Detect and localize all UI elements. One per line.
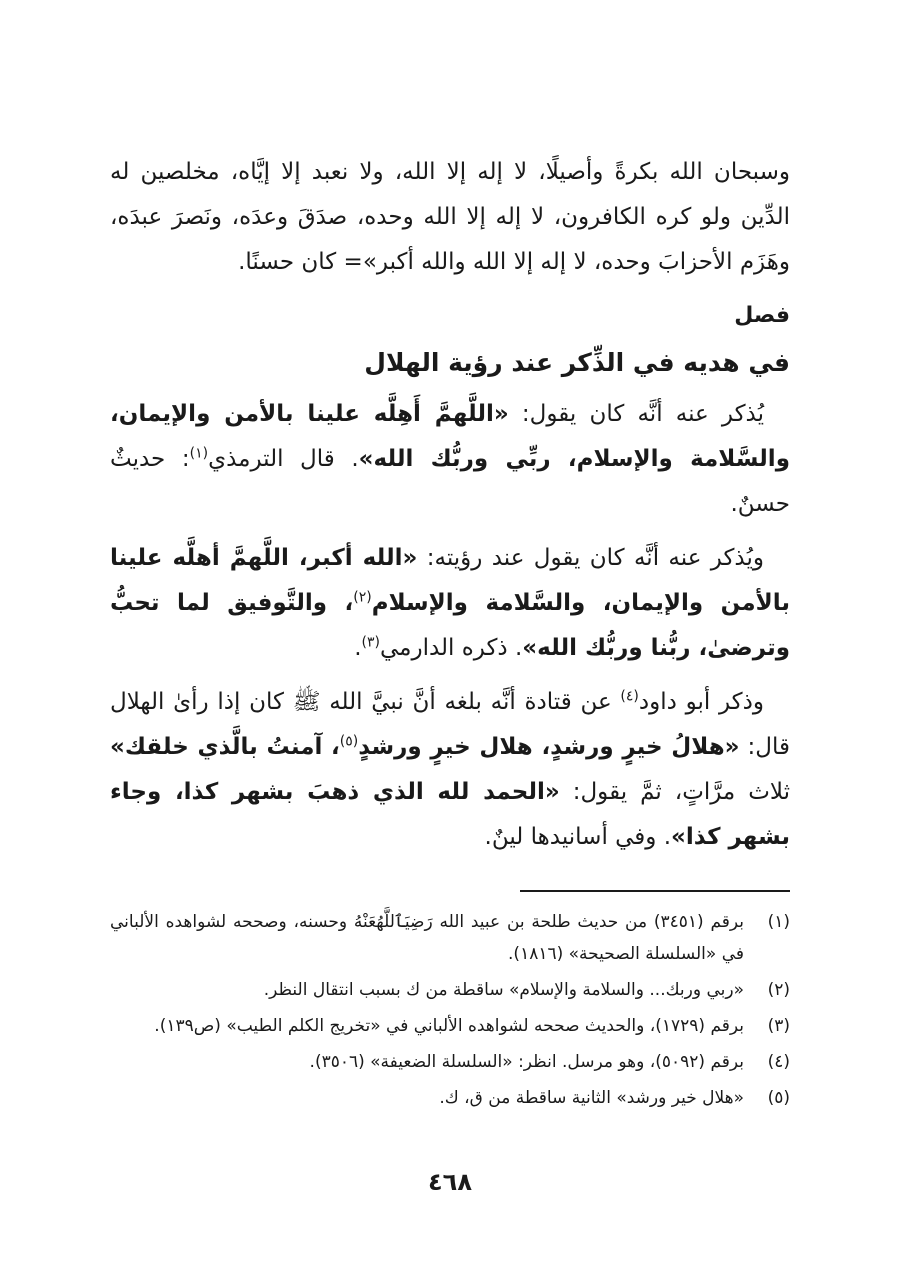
footnote-text: برقم (٥٠٩٢)، وهو مرسل. انظر: «السلسلة الضعيفة» (٣٥٠٦). (309, 1052, 744, 1072)
footnote-item (110, 974, 790, 1006)
footnote-ref-3[interactable]: (٣) (361, 634, 380, 651)
paragraph-1-text-2: . قال الترمذي (208, 446, 359, 472)
footnote-text: «هلال خير ورشد» الثانية ساقطة من ق، ك. (439, 1088, 744, 1108)
footnote-number: (٢) (767, 980, 790, 1000)
footnote-item (110, 906, 790, 970)
intro-paragraph (110, 150, 790, 285)
paragraph-3-text-3: ثلاث مرَّاتٍ، ثمَّ يقول: (559, 779, 790, 805)
section-label: فصل (734, 303, 790, 328)
footnote-text: برقم (١٧٢٩)، والحديث صححه لشواهده الألباني في «تخريج الكلم الطيب» (ص١٣٩). (154, 1016, 744, 1036)
footnote-item (110, 1046, 790, 1078)
footnote-ref-2[interactable]: (٢) (353, 589, 372, 606)
footnote-text: «ربي وربك... والسلامة والإسلام» ساقطة من ك بسبب انتقال النظر. (263, 980, 744, 1000)
footnote-ref-5[interactable]: (٥) (339, 733, 359, 750)
footnote-item (110, 1010, 790, 1042)
footnote-ref-1[interactable]: (١) (189, 445, 209, 462)
main-text (110, 150, 790, 860)
paragraph-2-quote-2: ، والتَّوفيق لما تحبُّ وترضىٰ، ربُّنا وربُّك الله» (110, 590, 790, 661)
footnote-ref-4[interactable]: (٤) (620, 688, 639, 705)
page-content (110, 150, 790, 1118)
footnote-divider (520, 890, 790, 892)
section-title: في هديه في الذِّكر عند رؤية الهلال (364, 348, 790, 377)
paragraph-3-text-4: . وفي أسانيدها لينٌ. (484, 824, 672, 850)
footnotes (110, 906, 790, 1114)
paragraph-2-quote-1: «الله أكبر، اللَّهمَّ أهلَّه علينا بالأمن والإيمان، والسَّلامة والإسلام (110, 545, 790, 616)
paragraph-2-text-3: . (354, 635, 362, 661)
paragraph-2-text-1: ويُذكر عنه أنَّه كان يقول عند رؤيته: (417, 545, 764, 571)
footnote-text: برقم (٣٤٥١) من حديث طلحة بن عبيد الله رَضِيَٱللَّهُعَنْهُ وحسنه، وصححه لشواهده الألباني في «السلسلة الصحيحة» (١٨١٦). (110, 912, 745, 964)
paragraph-3-quote-3: «الحمد لله الذي ذهبَ بشهر كذا، وجاء بشهر كذا» (110, 779, 790, 850)
paragraph-3-text-2: عن قتادة أنَّه بلغه أنَّ نبيَّ الله ﷺ كان إذا رأىٰ الهلال قال: (110, 689, 791, 760)
footnote-item (110, 1082, 790, 1114)
paragraph-3-quote-1: «هلالُ خيرٍ ورشدٍ، هلال خيرٍ ورشدٍ (358, 734, 740, 760)
paragraph-1-quote: «اللَّهمَّ أَهِلَّه علينا بالأمن والإيمان، والسَّلامة والإسلام، ربِّي وربُّك الله» (110, 401, 790, 472)
footnote-number: (٤) (767, 1052, 790, 1072)
page-number: ٤٦٨ (428, 1168, 472, 1196)
intro-text: وسبحان الله بكرةً وأصيلًا، لا إله إلا الله، ولا نعبد إلا إيَّاه، مخلصين له الدِّين ولو كره الكافرون، لا إله إلا الله وحده، صدَقَ وعدَه، ونَصرَ عبدَه، وهَزَم الأحزابَ وحده، لا إله إلا الله والله أكبر»= كان حسنًا. (110, 159, 790, 275)
paragraph-3 (110, 680, 790, 860)
footnote-number: (٥) (767, 1088, 790, 1108)
paragraph-3-quote-2: ، آمنتُ بالَّذي خلقك» (110, 734, 340, 760)
paragraph-2 (110, 536, 790, 671)
paragraph-1-text-1: يُذكر عنه أنَّه كان يقول: (508, 401, 765, 427)
paragraph-2-text-2: . ذكره الدارمي (379, 635, 523, 661)
paragraph-1 (110, 392, 790, 527)
footnote-number: (١) (767, 912, 790, 932)
paragraph-3-text-1: وذكر أبو داود (638, 689, 764, 715)
footnote-number: (٣) (767, 1016, 790, 1036)
paragraph-1-text-3: : حديثٌ حسنٌ. (110, 446, 790, 517)
